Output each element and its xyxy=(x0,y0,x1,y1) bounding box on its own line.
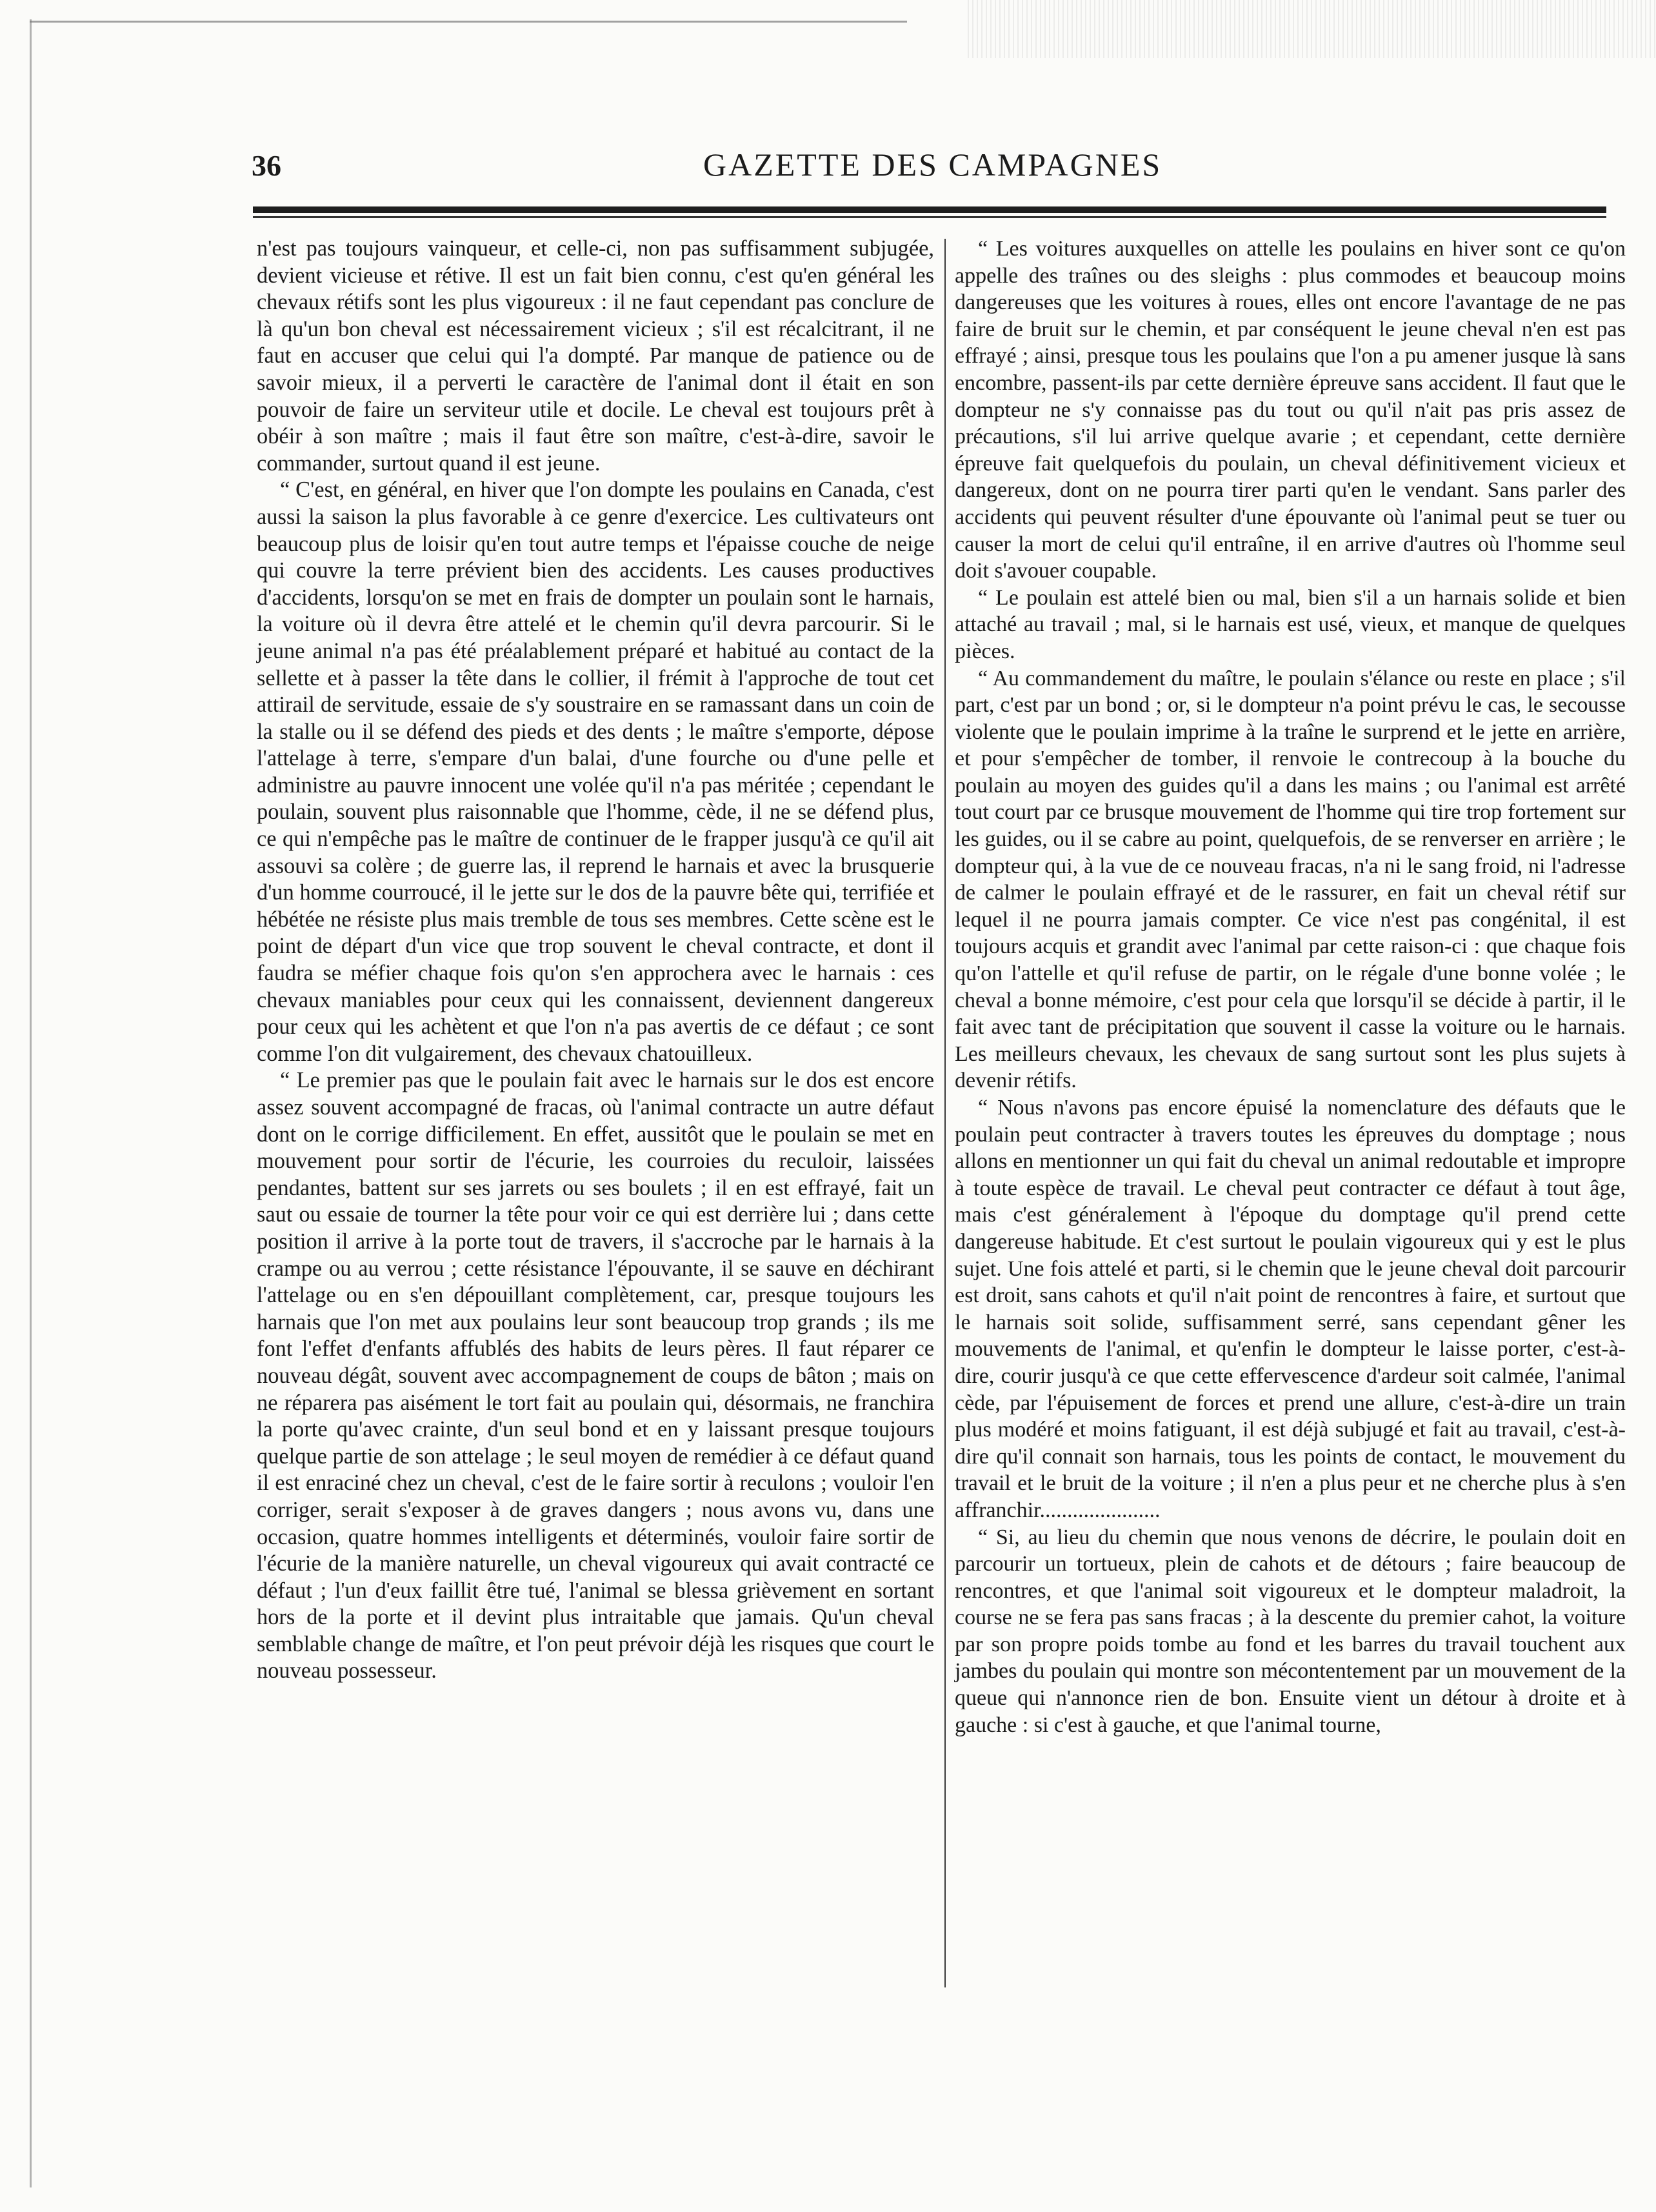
left-column xyxy=(257,236,934,1685)
page-header xyxy=(252,141,1606,192)
header-rule-thick xyxy=(253,206,1606,213)
page-number: 36 xyxy=(252,149,281,182)
column-divider xyxy=(944,239,946,1987)
paragraph: “ Les voitures auxquelles on attelle les poulains en hiver sont ce qu'on appelle des traînes ou des sleighs : plus commodes et beaucoup moins dangereuses que les voitures à roues, elles ont encore l'avantage de ne pas faire de bruit sur le chemin, et par conséquent le jeune cheval n'en est pas effrayé ; ainsi, presque tous les poulains que l'on a pu amener jusque là sans encombre, passent-ils par cette dernière épreuve sans accident. Il faut que le dompteur ne s'y connaisse pas du tout ou qu'il n'ait pas pris assez de précautions, s'il lui arrive quelque avarie ; et cependant, cette dernière épreuve fait quelquefois du poulain, un cheval définitivement vicieux et dangereux, dont on ne pourra tirer parti qu'en le vendant. Sans parler des accidents qui peuvent résulter d'une épouvante où l'animal peut se tuer ou causer la mort de celui qu'il entraîne, il en arrive d'autres où l'homme seul doit s'avouer coupable. xyxy=(955,237,1626,583)
paragraph: n'est pas toujours vainqueur, et celle-ci, non pas suffisamment subjugée, devient vicieuse et rétive. Il est un fait bien connu, c'est qu'en général les chevaux rétifs sont les plus vigoureux : il ne faut cependant pas conclure de là qu'un bon cheval est nécessairement vicieux ; s'il est récalcitrant, il ne faut en accuser que celui qui l'a dompté. Par manque de patience ou de savoir mieux, il a perverti le caractère de l'animal dont il était en son pouvoir de faire un serviteur utile et docile. Le cheval est toujours prêt à obéir à son maître ; mais il faut être son maître, c'est-à-dire, savoir le commander, surtout quand il est jeune. xyxy=(257,236,934,476)
journal-title: GAZETTE DES CAMPAGNES xyxy=(703,146,1162,183)
header-rule-thin xyxy=(253,216,1606,218)
paragraph: “ Le poulain est attelé bien ou mal, bien s'il a un harnais solide et bien attaché au travail ; mal, si le harnais est usé, vieux, et manque de quelques pièces. xyxy=(955,585,1626,663)
page-border-left xyxy=(30,19,32,2187)
paragraph: “ Si, au lieu du chemin que nous venons de décrire, le poulain doit en parcourir un tortueux, plein de cahots et de détours ; faire beaucoup de rencontres, et que l'animal soit vigoureux et le dompteur maladroit, la course ne se fera pas sans fracas ; à la descente du premier cahot, la voiture par son propre poids tombe au fond et les barres du travail touchent aux jambes du poulain qui montre son mécontentement par un mouvement de la queue qui n'annonce rien de bon. Ensuite vient un détour à droite et à gauche : si c'est à gauche, et que l'animal tourne, xyxy=(955,1525,1626,1737)
paragraph: “ Le premier pas que le poulain fait avec le harnais sur le dos est encore assez souvent accompagné de fracas, où l'animal contracte un autre défaut dont on le corrige difficilement. En effet, aussitôt que le poulain se met en mouvement pour sortir de l'écurie, les courroies du reculoir, laissées pendantes, battent sur ses jarrets ou ses boulets ; il en est effrayé, fait un saut ou essaie de tourner la tête pour voir ce qui est derrière lui ; dans cette position il arrive à la porte tout de travers, il s'accroche par le harnais à la crampe ou au verrou ; cette résistance l'épouvante, il se sauve en déchirant l'attelage ou en s'en dépouillant complètement, car, presque toujours les harnais que l'on met aux poulains leur sont beaucoup trop grands ; ils me font l'effet d'enfants affublés des habits de leurs pères. Il faut réparer ce nouveau dégât, souvent avec accompagnement de coups de bâton ; mais on ne réparera pas aisément le tort fait au poulain qui, désormais, ne franchira la porte qu'avec crainte, d'un seul bond et en y laissant presque toujours quelque partie de son attelage ; le seul moyen de remédier à ce défaut quand il est enraciné chez un cheval, c'est de le faire sortir à reculons ; vouloir l'en corriger, serait s'exposer à de graves dangers ; nous avons vu, dans une occasion, quatre hommes intelligents et déterminés, vouloir faire sortir de l'écurie de la manière naturelle, un cheval vigoureux qui avait contracté ce défaut ; l'un d'eux faillit être tué, l'animal se blessa grièvement en sortant hors de la porte et il devint plus intraitable que jamais. Qu'un cheval semblable change de maître, et l'on peut prévoir déjà les risques que court le nouveau possesseur. xyxy=(257,1068,934,1684)
paragraph: “ C'est, en général, en hiver que l'on dompte les poulains en Canada, c'est aussi la saison la plus favorable à ce genre d'exercice. Les cultivateurs ont beaucoup plus de loisir qu'en tout autre temps et l'épaisse couche de neige qui couvre la terre prévient bien des accidents. Les causes productives d'accidents, lorsqu'on se met en frais de dompter un poulain sont le harnais, la voiture où il devra être attelé et le chemin qu'il devra parcourir. Si le jeune animal n'a pas été préalablement préparé et habitué au contact de la sellette et à passer la tête dans le collier, il frémit à l'approche de tout cet attirail de servitude, essaie de s'y soustraire en se ramassant dans un coin de la stalle ou il se défend des pieds et des dents ; le maître s'emporte, dépose l'attelage à terre, s'empare d'un balai, d'une fourche ou d'une pelle et administre au pauvre innocent une volée qu'il n'a pas méritée ; cependant le poulain, souvent plus raisonnable que l'homme, cède, il ne se défend plus, ce qui n'empêche pas le maître de continuer de le frapper jusqu'à ce qu'il ait assouvi sa colère ; de guerre las, il reprend le harnais et avec la brusquerie d'un homme courroucé, il le jette sur le dos de la pauvre bête qui, terrifiée et hébétée ne résiste plus mais tremble de tous ses membres. Cette scène est le point de départ d'un vice que trop souvent le cheval contracte, et dont il faudra se méfier chaque fois qu'on s'en approchera avec le harnais : ces chevaux maniables pour ceux qui les connaissent, deviennent dangereux pour ceux qui les achètent et que l'on n'a pas avertis de ce défaut ; ce sont comme l'on dit vulgairement, des chevaux chatouilleux. xyxy=(257,478,934,1066)
paragraph: “ Au commandement du maître, le poulain s'élance ou reste en place ; s'il part, c'est par un bond ; or, si le dompteur n'a point prévu le cas, le secousse violente que le poulain imprime à la traîne le surprend et le jette en arrière, et pour s'empêcher de tomber, il renvoie le contrecoup à la bouche du poulain au moyen des guides qu'il a dans les mains ; ou l'animal est arrêté tout court par ce brusque mouvement de l'homme qui tire trop fortement sur les guides, ou il se cabre au point, quelquefois, de se renverser en arrière ; le dompteur qui, à la vue de ce nouveau fracas, n'a ni le sang froid, ni l'adresse de calmer le poulain effrayé et de le rassurer, en fait un cheval rétif sur lequel il ne pourra jamais compter. Ce vice n'est pas congénital, il est toujours acquis et grandit avec l'animal par cette raison-ci : que chaque fois qu'on l'attelle et qu'il refuse de partir, on le régale d'une bonne volée ; le cheval a bonne mémoire, c'est pour cela que lorsqu'il se décide à partir, il le fait avec tant de précipitation que souvent il casse la voiture ou le harnais. Les meilleurs chevaux, les chevaux de sang surtout sont les plus sujets à devenir rétifs. xyxy=(955,666,1626,1093)
right-column xyxy=(955,236,1626,1738)
paragraph: “ Nous n'avons pas encore épuisé la nomenclature des défauts que le poulain peut contracter à travers toutes les épreuves du domptage ; nous allons en mentionner un qui fait du cheval un animal redoutable et impropre à toute espèce de travail. Le cheval peut contracter ce défaut à tout âge, mais c'est généralement à l'époque du domptage qu'il prend cette dangereuse habitude. Et c'est surtout le poulain vigoureux qui y est le plus sujet. Une fois attelé et parti, si le chemin que le jeune cheval doit parcourir est droit, sans cahots et qu'il n'ait point de rencontres à faire, et surtout que le harnais soit solide, suffisamment serré, sans cependant gêner les mouvements de l'animal, et qu'enfin le dompteur le laisse porter, c'est-à-dire, courir jusqu'à ce que cette effervescence d'ardeur soit calmée, l'animal cède, par l'épuisement de forces et prend une allure, c'est-à-dire un train plus modéré et moins fatiguant, il est déjà subjugé et fait au travail, c'est-à-dire qu'il connait son harnais, tous les points de contact, le mouvement du travail et le bruit de la voiture ; il n'en a plus peur et ne cherche plus à s'en affranchir...................... xyxy=(955,1096,1626,1522)
scan-artifact xyxy=(968,0,1656,58)
page-border-top xyxy=(30,21,907,23)
